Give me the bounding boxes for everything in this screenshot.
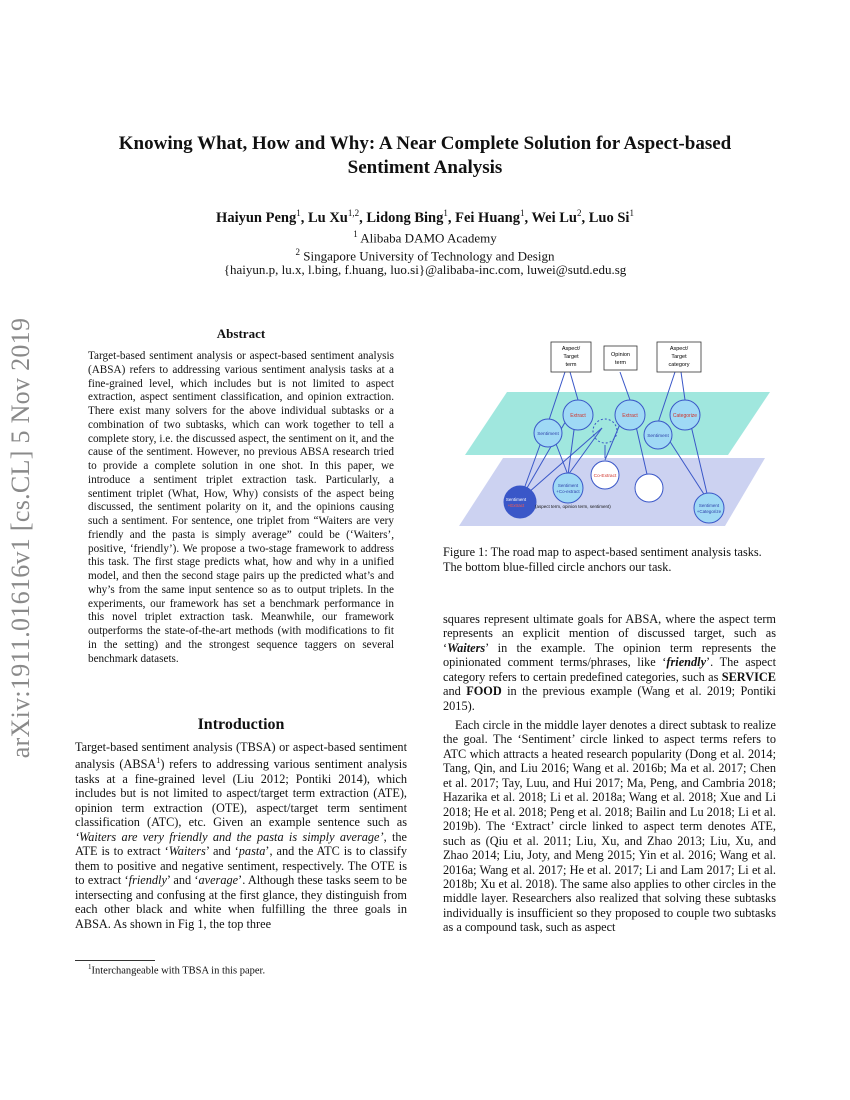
text-run: in the previous example (Wang et al. 2019; Pontiki 2015). <box>443 684 776 713</box>
author-emails: {haiyun.p, lu.x, l.bing, f.huang, luo.si}@alibaba-inc.com, luwei@sutd.edu.sg <box>223 262 627 277</box>
category-service: SERVICE <box>721 669 776 684</box>
text-run: ’ and ‘ <box>166 873 199 888</box>
category-food: FOOD <box>466 684 502 699</box>
affil-mark: 2 <box>295 247 300 257</box>
opinion-term-goal-box <box>604 346 637 370</box>
figure-caption: Figure 1: The road map to aspect-based sentiment analysis tasks. The bottom blue-filled circle anchors our task. <box>443 545 762 574</box>
author-list: Haiyun Peng$^1$, Lu Xu$^{1,2}$, Lidong Bing$^1$, Fei Huang$^1$, Wei Lu$^2$, Luo Si$^1$ <box>216 208 634 226</box>
term-waiters: Waiters <box>447 640 486 655</box>
circle-label: Sentiment <box>537 432 559 437</box>
text-run: ’ and ‘ <box>205 844 239 859</box>
box-label: Target <box>563 354 579 360</box>
circle-label: +Extract <box>507 503 525 508</box>
text-run: ’, and the ATC is to classify them to positive and negative sentiment, respectively. The OTE is to extract ‘ <box>75 844 407 888</box>
empty-circle <box>635 474 663 502</box>
author-name: Wei Lu <box>531 209 577 226</box>
author-affil-mark: 1 <box>443 208 448 218</box>
circle-label: Sentiment <box>505 497 527 502</box>
text-run: and <box>443 684 467 699</box>
right-column-paragraph-2: Each circle in the middle layer denotes a direct subtask to realize the goal. The ‘Sentiment’ circle linked to aspect terms refers to ATC which attracts a heated research popularity (Dong et al. 2014; Tang, Qin, and Liu 2016; Wang et al. 2016b; Ma et al. 2017; Chen et al. 2017; Tay, Luu, and Hui 2017; Ma, Peng, and Cambria 2018; Hazarika et al. 2018; Li et al. 2018a; Wang et al. 2018; Xue and Li 2018; He et al. 2018; Peng et al. 2018; Bailin and Lu 2018; Li et al. 2019b). The ‘Extract’ circle linked to aspect term denotes ATE, such as (Qiu et al. 2011; Liu, Xu, and Zhao 2013; Liu, Xu, and Zhao 2014; Liu, Joty, and Meng 2015; Yin et al. 2016; Wang et al. 2016a; Wang et al. 2017; He et al. 2017; Li and Lam 2017; Li et al. 2018b; Xu et al. 2018). The same also applies to other circles in the middle layer. Researchers also realized that solving these subtasks individually is insufficient so they proposed to couple two subtasks as a compound task, such as aspect <box>443 718 776 935</box>
circle-label: Extract <box>622 413 638 419</box>
circle-label: +Co-extract <box>556 489 580 494</box>
text-run: ’. Although these tasks seem to be intersecting and confusing at the first glance, they distinguish from each other black and white when fulfilling the three goals in ABSA. As shown in Fig 1, the top three <box>75 873 407 931</box>
circle-label: Categorize <box>672 413 698 419</box>
text-run: ) refers to addressing various sentiment analysis tasks at a fine-grained level (Liu 2012; Pontiki 2014), which includes but is not limited to aspect/target term extraction (ATE), opinion term extraction (OTE), aspect/target term sentiment classification (ATC), etc. Given an example sentence such as <box>75 757 407 830</box>
introduction-heading: Introduction <box>197 716 285 733</box>
box-label: Aspect/ <box>669 346 689 352</box>
text-run: , the ATE is to extract ‘ <box>75 829 407 859</box>
term-friendly: friendly <box>128 873 167 888</box>
circle-label: Sentiment <box>647 434 669 439</box>
author-name: Lidong Bing <box>366 209 444 226</box>
circle-label: Sentiment <box>557 483 579 488</box>
arxiv-identifier: arXiv:1911.01616v1 [cs.CL] 5 Nov 2019 <box>6 317 35 759</box>
example-sentence: ‘Waiters are very friendly and the pasta is simply average’ <box>75 829 384 844</box>
circle-label: Sentiment <box>698 503 720 508</box>
author-affil-mark: 2 <box>576 208 582 218</box>
affil-text: Alibaba DAMO Academy <box>360 230 497 246</box>
abstract-body: Target-based sentiment analysis or aspect-based sentiment analysis (ABSA) refers to addressing various sentiment analysis tasks at a fine-grained level, which includes but is not limited to aspect extraction, aspect sentiment classification, and opinion extraction. There exist many solvers for the above individual subtasks or a combination of two subtasks, which can work together to tell a complete story, i.e. the discussed aspect, the sentiment on it, and the cause of the sentiment. However, no previous ABSA research tried to provide a complete solution in one shot. In this paper, we introduce a sentiment triplet extraction task. Particularly, a sentiment triplet (What, How, Why) consists of the aspect being discussed, the sentiment polarity on it, and the opinions causing such a sentiment. For sentence, one triplet from “Waiters are very friendly and the pasta is simply average” could be (‘Waiters’, positive, ‘friendly’). We propose a two-stage framework to address this task. The first stage predicts what, how and why in a unified model, and then the second stage pairs up the predicted what’s and why’s from the same input sentence so as to output triplets. In the experiments, our framework has set a benchmark performance in this novel triplet extraction task. Meanwhile, our framework outperforms the state-of-the-art methods (with modifications to fit in the setting) and the strongest sequence taggers on several benchmark datasets. <box>88 350 394 665</box>
author-affil-mark: 1 <box>629 208 634 218</box>
box-label: Target <box>671 354 687 360</box>
term-average: average <box>198 873 239 888</box>
affil-mark: 1 <box>353 229 358 239</box>
author-name: Luo Si <box>588 209 630 226</box>
sentiment-extract-circle <box>504 486 536 518</box>
footnote <box>88 963 408 977</box>
triplet-label: (aspect term, opinion term, sentiment) <box>535 504 611 509</box>
author-name: Lu Xu <box>307 209 348 226</box>
text-run: squares represent ultimate goals for ABSA, where the aspect term represents an explicit mention of discussed target, such as ‘ <box>443 612 776 655</box>
footnote-mark: 1 <box>88 963 92 971</box>
affil-text: Singapore University of Technology and Design <box>303 248 555 264</box>
author-affil-mark: 1,2 <box>347 208 360 218</box>
text-run: Target-based sentiment analysis (TBSA) or aspect-based sentiment analysis (ABSA <box>75 740 407 772</box>
sentiment-co-extract-circle <box>553 473 583 503</box>
text-run: ’ in the example. The opinion term represents the opinionated comment terms/phrases, like ‘ <box>443 640 776 670</box>
box-label: Opinion <box>611 352 630 358</box>
box-label: term <box>615 360 626 366</box>
abstract-heading: Abstract <box>216 326 266 341</box>
text-run: ’. The aspect category refers to certain predefined categories, such as <box>443 655 776 684</box>
author-name: Fei Huang <box>455 209 520 226</box>
footnote-mark: 1 <box>156 756 161 766</box>
circle-label: +Categorize <box>696 509 722 514</box>
footnote-rule <box>75 960 155 961</box>
box-label: category <box>668 362 690 368</box>
author-affil-mark: 1 <box>296 208 301 218</box>
goal-boxes <box>551 342 701 372</box>
box-label: Aspect/ <box>561 346 581 352</box>
footnote-text: Interchangeable with TBSA in this paper. <box>91 965 266 977</box>
paper-title: Knowing What, How and Why: A Near Complete Solution for Aspect-based Sentiment Analysis <box>118 133 732 178</box>
sentiment-categorize-circle <box>694 493 724 523</box>
author-affil-mark: 1 <box>519 208 525 218</box>
term-waiters: Waiters <box>168 844 206 859</box>
box-label: term <box>565 362 577 368</box>
term-friendly: friendly <box>666 655 707 670</box>
circle-label: Extract <box>570 413 586 419</box>
introduction-paragraph <box>75 740 407 931</box>
term-pasta: pasta <box>238 844 266 859</box>
author-name: Haiyun Peng <box>216 209 297 226</box>
right-column-paragraph-1 <box>443 612 776 713</box>
roadmap-figure <box>445 330 775 530</box>
circle-label: Co-Extract <box>593 474 617 479</box>
